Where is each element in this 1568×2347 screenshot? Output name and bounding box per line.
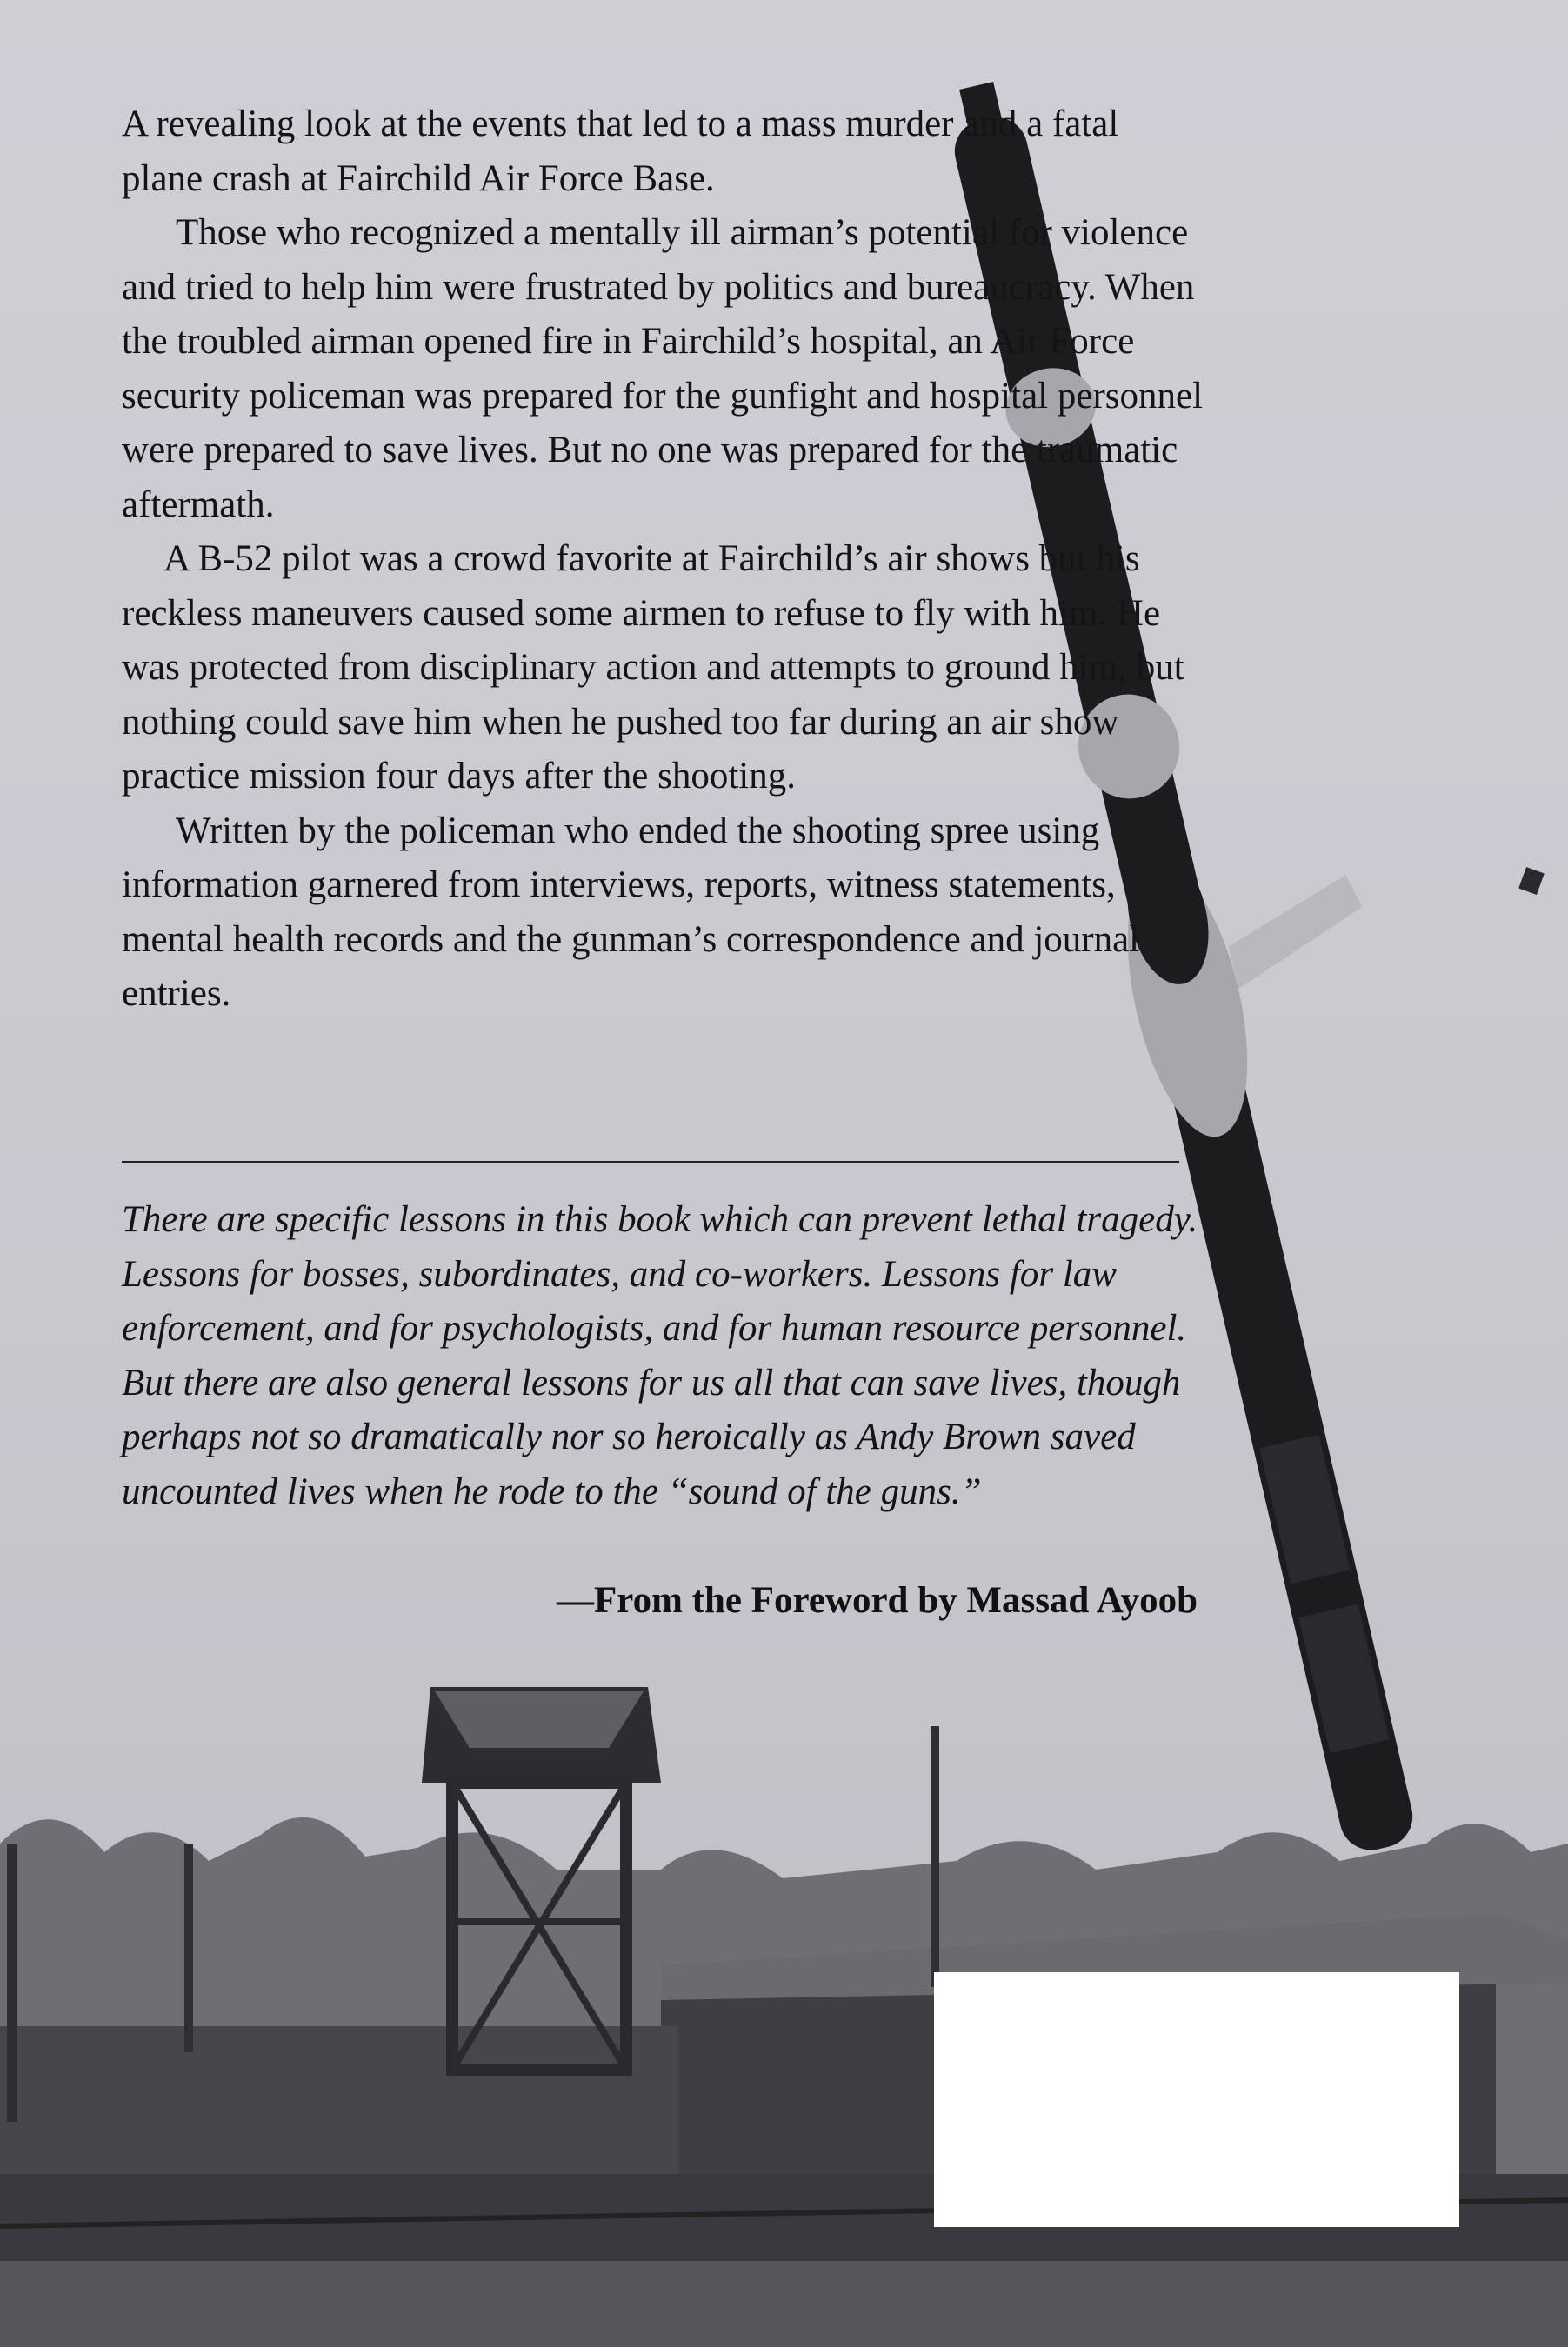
foreword-attribution: —From the Foreword by Massad Ayoob bbox=[557, 1580, 1198, 1621]
divider-rule bbox=[122, 1161, 1179, 1163]
barcode-placeholder bbox=[934, 1972, 1459, 2227]
foreword-quote: There are specific lessons in this book which can prevent lethal tragedy. Lessons for bosses, subordinates, and co-workers. Lessons for law enforcement, and for psychologists, and for human resource personnel. But there are also general lessons for us all that can save lives, though perhaps not so dramatically nor so heroically as Andy Brown saved uncounted lives when he rode to the “sound of the guns.” bbox=[122, 1199, 1198, 1512]
synopsis-paragraph: A B-52 pilot was a crowd favorite at Fairchild’s air shows but his reckless maneuvers caused some airmen to refuse to fly with him. He was protected from disciplinary action and attempts to ground him, but nothing could save him when he pushed too far during an air show practice mission four days after the shooting. bbox=[122, 538, 1184, 797]
utility-pole bbox=[931, 1726, 939, 1987]
synopsis-paragraph: A revealing look at the events that led to a mass murder and a fatal plane crash at Fairchild Air Force Base. bbox=[122, 103, 1119, 199]
synopsis bbox=[122, 97, 1209, 1022]
synopsis-paragraph: Those who recognized a mentally ill airman’s potential for violence and tried to help him were frustrated by politics and bureaucracy. When the troubled airman opened fire in Fairchild’s hospital, an Air Force security policeman was prepared for the gunfight and hospital personnel were prepared to save lives. But no one was prepared for the traumatic aftermath. bbox=[122, 212, 1204, 525]
grass bbox=[0, 2261, 1568, 2347]
synopsis-paragraph: Written by the policeman who ended the shooting spree using information garnered from interviews, reports, witness statements, mental health records and the gunman’s correspondence and journal entries. bbox=[122, 810, 1140, 1014]
utility-pole bbox=[184, 1844, 193, 2052]
utility-pole bbox=[7, 1844, 17, 2122]
debris bbox=[1518, 867, 1545, 895]
